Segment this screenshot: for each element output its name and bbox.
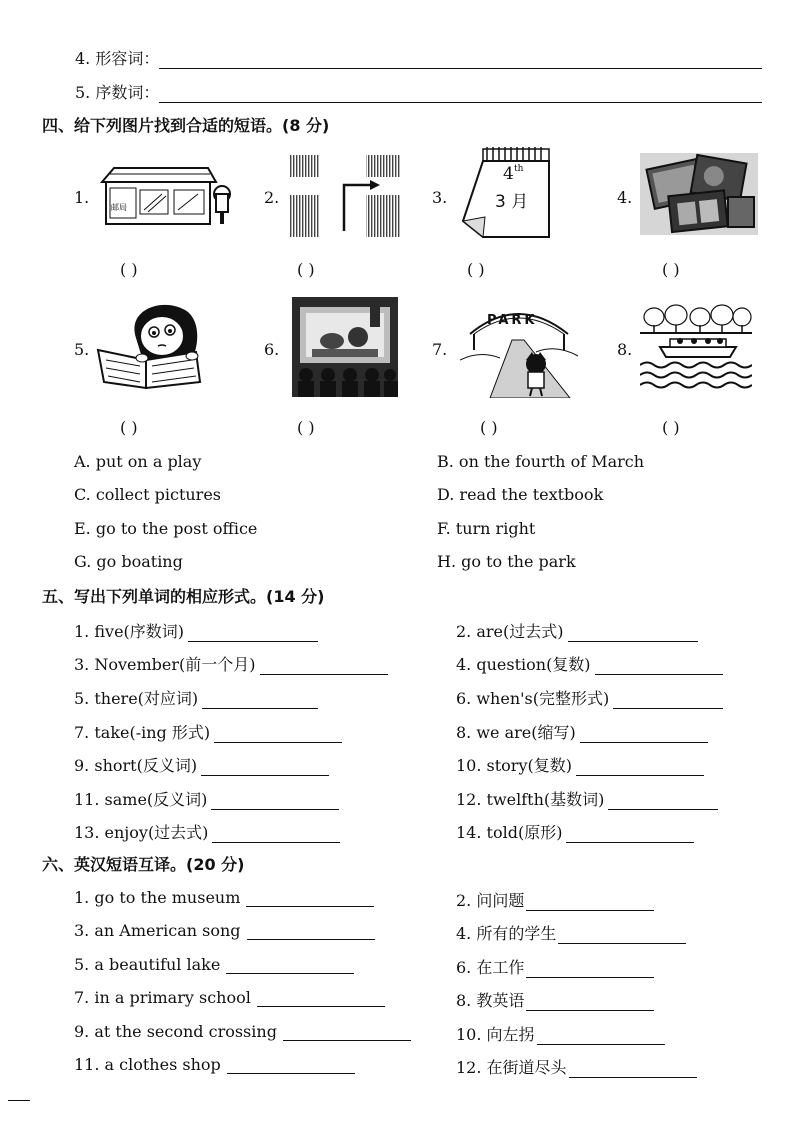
- answer-paren[interactable]: ( ): [297, 260, 315, 279]
- answer-paren[interactable]: ( ): [467, 260, 485, 279]
- translation-item: 2. 问问题: [456, 888, 654, 911]
- answer-blank[interactable]: [260, 658, 388, 675]
- answer-blank[interactable]: [159, 52, 762, 69]
- answer-blank[interactable]: [537, 1028, 665, 1045]
- translation-item: 7. in a primary school: [74, 988, 385, 1007]
- fill-line-adjective: 4. 形容词：: [75, 46, 762, 69]
- word-form-item: 10. story(复数): [456, 753, 704, 776]
- answer-blank[interactable]: [212, 826, 340, 843]
- word-form-item: 14. told(原形): [456, 820, 694, 843]
- word-form-item: 7. take(-ing 形式): [74, 720, 342, 743]
- answer-blank[interactable]: [159, 86, 762, 103]
- word-form-item: 12. twelfth(基数词): [456, 787, 718, 810]
- word-form-item: 5. there(对应词): [74, 686, 318, 709]
- answer-blank[interactable]: [526, 994, 654, 1011]
- answer-blank[interactable]: [214, 726, 342, 743]
- translation-item: 11. a clothes shop: [74, 1055, 355, 1074]
- post-office-picture: [96, 160, 236, 230]
- answer-blank[interactable]: [227, 1057, 355, 1074]
- translation-item: 5. a beautiful lake: [74, 955, 354, 974]
- answer-blank[interactable]: [247, 923, 375, 940]
- post-office-sign: 邮局: [111, 203, 127, 212]
- calendar-day: 4: [503, 164, 514, 184]
- option-e: E. go to the post office: [74, 519, 258, 538]
- reading-girl-picture: [96, 298, 206, 392]
- word-form-item: 2. are(过去式): [456, 619, 698, 642]
- translation-item: 1. go to the museum: [74, 888, 374, 907]
- answer-blank[interactable]: [202, 692, 318, 709]
- translation-item: 4. 所有的学生: [456, 921, 686, 944]
- answer-blank[interactable]: [569, 1061, 697, 1078]
- answer-blank[interactable]: [566, 826, 694, 843]
- answer-blank[interactable]: [188, 625, 318, 642]
- section-5-title: 五、写出下列单词的相应形式。(14 分): [42, 587, 325, 606]
- answer-blank[interactable]: [613, 692, 723, 709]
- pic-number: 3.: [432, 188, 448, 207]
- answer-paren[interactable]: ( ): [480, 418, 498, 437]
- answer-blank[interactable]: [226, 957, 354, 974]
- fill-line-ordinal: 5. 序数词：: [75, 80, 762, 103]
- answer-paren[interactable]: ( ): [662, 260, 680, 279]
- option-c: C. collect pictures: [74, 485, 221, 504]
- option-f: F. turn right: [437, 519, 536, 538]
- answer-blank[interactable]: [246, 890, 374, 907]
- answer-blank[interactable]: [568, 625, 698, 642]
- pic-number: 7.: [432, 340, 448, 359]
- park-sign: PARK: [487, 313, 538, 328]
- turn-right-picture: [290, 155, 400, 237]
- option-b: B. on the fourth of March: [437, 452, 645, 471]
- word-form-item: 1. five(序数词): [74, 619, 318, 642]
- word-form-item: 3. November(前一个月): [74, 652, 388, 675]
- boating-picture: [640, 303, 752, 395]
- option-h: H. go to the park: [437, 552, 576, 571]
- translation-item: 6. 在工作: [456, 955, 654, 978]
- translation-item: 3. an American song: [74, 921, 375, 940]
- calendar-month: 3 月: [495, 192, 529, 212]
- pic-number: 5.: [74, 340, 90, 359]
- answer-paren[interactable]: ( ): [297, 418, 315, 437]
- answer-blank[interactable]: [257, 990, 385, 1007]
- answer-blank[interactable]: [558, 927, 686, 944]
- answer-blank[interactable]: [211, 793, 339, 810]
- calendar-superscript: th: [514, 164, 524, 174]
- answer-blank[interactable]: [526, 894, 654, 911]
- section-4-title: 四、给下列图片找到合适的短语。(8 分): [42, 116, 330, 135]
- pic-number: 2.: [264, 188, 280, 207]
- word-form-item: 9. short(反义词): [74, 753, 329, 776]
- word-form-item: 11. same(反义词): [74, 787, 339, 810]
- answer-blank[interactable]: [526, 961, 654, 978]
- option-g: G. go boating: [74, 552, 183, 571]
- option-a: A. put on a play: [74, 452, 202, 471]
- word-form-item: 13. enjoy(过去式): [74, 820, 340, 843]
- answer-paren[interactable]: ( ): [120, 260, 138, 279]
- answer-blank[interactable]: [283, 1024, 411, 1041]
- stage-play-picture: [292, 297, 398, 397]
- word-form-item: 8. we are(缩写): [456, 720, 708, 743]
- picture-collection-picture: [640, 153, 758, 235]
- calendar-picture: [455, 147, 555, 243]
- answer-blank[interactable]: [201, 759, 329, 776]
- translation-item: 9. at the second crossing: [74, 1022, 411, 1041]
- translation-item: 8. 教英语: [456, 988, 654, 1011]
- answer-paren[interactable]: ( ): [120, 418, 138, 437]
- pic-number: 6.: [264, 340, 280, 359]
- word-form-item: 4. question(复数): [456, 652, 723, 675]
- answer-paren[interactable]: ( ): [662, 418, 680, 437]
- section-6-title: 六、英汉短语互译。(20 分): [42, 855, 245, 874]
- answer-blank[interactable]: [608, 793, 718, 810]
- answer-blank[interactable]: [595, 658, 723, 675]
- pic-number: 1.: [74, 188, 90, 207]
- option-d: D. read the textbook: [437, 485, 604, 504]
- pic-number: 8.: [617, 340, 633, 359]
- park-picture: [460, 300, 578, 398]
- translation-item: 10. 向左拐: [456, 1022, 665, 1045]
- page-edge-mark: [8, 1100, 30, 1101]
- answer-blank[interactable]: [580, 726, 708, 743]
- translation-item: 12. 在街道尽头: [456, 1055, 697, 1078]
- pic-number: 4.: [617, 188, 633, 207]
- answer-blank[interactable]: [576, 759, 704, 776]
- word-form-item: 6. when's(完整形式): [456, 686, 723, 709]
